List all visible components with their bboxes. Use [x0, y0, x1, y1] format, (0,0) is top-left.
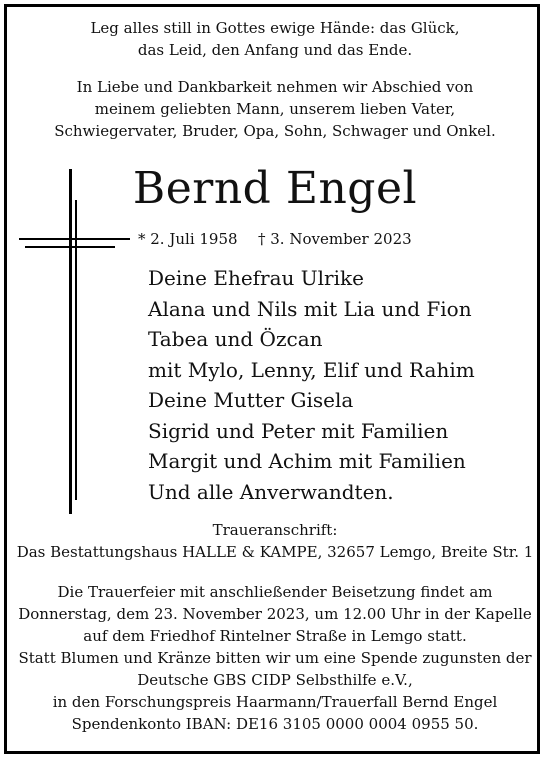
intro-block: [10, 76, 540, 142]
ceremony-line: Spendenkonto IBAN: DE16 3105 0000 0004 0955 50.: [71, 715, 479, 733]
birth-date: * 2. Juli 1958: [138, 230, 238, 248]
cross-bar: [19, 238, 130, 240]
ceremony-line: in den Forschungspreis Haarmann/Trauerfall Bernd Engel: [52, 693, 498, 711]
address-label: Traueranschrift:: [212, 521, 338, 539]
deceased-name: Bernd Engel: [132, 163, 418, 214]
mourner-line: Sigrid und Peter mit Familien: [148, 418, 449, 443]
ceremony-block: [10, 581, 540, 735]
ceremony-line: Die Trauerfeier mit anschließender Beisetzung findet am: [57, 583, 493, 601]
cross-bar-shadow: [25, 246, 115, 248]
intro-line: meinem geliebten Mann, unserem lieben Vater,: [94, 100, 456, 118]
cross-shadow-line: [75, 200, 77, 500]
address-text: Das Bestattungshaus HALLE & KAMPE, 32657 Lemgo, Breite Str. 1: [16, 543, 534, 561]
ceremony-line: Deutsche GBS CIDP Selbsthilfe e.V.,: [137, 671, 413, 689]
mourner-line: Deine Ehefrau Ulrike: [148, 266, 364, 290]
ceremony-line: Statt Blumen und Kränze bitten wir um eine Spende zugunsten der: [18, 649, 532, 667]
cross-icon: [69, 169, 72, 514]
intro-line: In Liebe und Dankbarkeit nehmen wir Abschied von: [76, 78, 474, 96]
ceremony-line: auf dem Friedhof Rintelner Straße in Lemgo statt.: [83, 627, 467, 645]
mourner-line: mit Mylo, Lenny, Elif und Rahim: [148, 357, 475, 382]
motto-line: Leg alles still in Gottes ewige Hände: das Glück,: [90, 19, 460, 37]
mourner-line: Und alle Anverwandten.: [148, 479, 394, 504]
mourner-line: Deine Mutter Gisela: [148, 388, 354, 412]
death-date: † 3. November 2023: [258, 230, 412, 248]
ceremony-line: Donnerstag, dem 23. November 2023, um 12.00 Uhr in der Kapelle: [18, 605, 532, 623]
address-block: [10, 519, 540, 563]
mourners-list: [148, 263, 475, 507]
mourner-line: Margit und Achim mit Familien: [148, 449, 466, 473]
motto-line: das Leid, den Anfang und das Ende.: [137, 41, 413, 59]
mourner-line: Alana und Nils mit Lia und Fion: [148, 296, 472, 321]
intro-line: Schwiegervater, Bruder, Opa, Sohn, Schwager und Onkel.: [54, 122, 496, 140]
motto-block: [10, 17, 540, 61]
mourner-line: Tabea und Özcan: [148, 327, 323, 351]
